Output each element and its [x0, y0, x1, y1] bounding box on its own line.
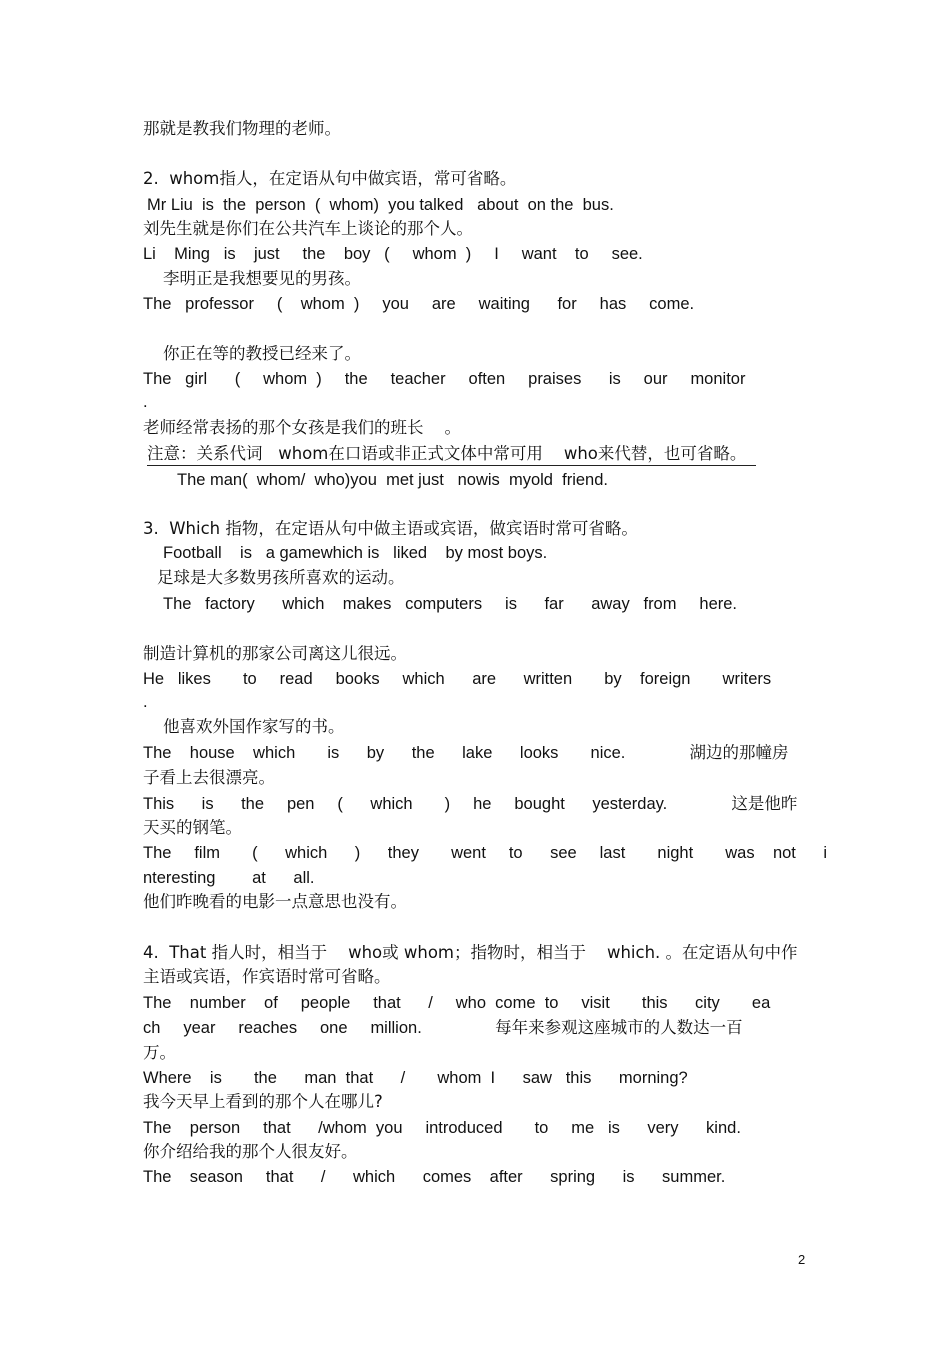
note-line: 注意：关系代词 whom在口语或非正式文体中常可用 who来代替，也可省略。	[147, 443, 756, 466]
text-line: .	[143, 393, 148, 411]
example-sentence: The season that / which comes after spring is summer.	[143, 1168, 726, 1186]
example-sentence: Football is a gamewhich is liked by most boys.	[163, 544, 548, 562]
example-sentence: The girl ( whom ) the teacher often praises is our monitor	[143, 370, 746, 388]
example-sentence: The film ( which ) they went to see last night was not i	[143, 844, 828, 862]
example-sentence: The professor ( whom ) you are waiting for has come.	[143, 295, 695, 313]
text-line: .	[143, 693, 148, 711]
example-sentence: Li Ming is just the boy ( whom ) I want to see.	[143, 245, 643, 263]
translation-line: 足球是大多数男孩所喜欢的运动。	[157, 568, 405, 587]
example-sentence: ch year reaches one million. 每年来参观这座城市的人数达一百	[143, 1019, 743, 1037]
section-heading: 4. That 指人时，相当于 who或 whom；指物时，相当于 which. 。在定语从句中作	[143, 943, 798, 962]
translation-line: 他喜欢外国作家写的书。	[163, 717, 345, 736]
section-heading: 3. Which 指物，在定语从句中做主语或宾语，做宾语时常可省略。	[143, 519, 638, 538]
example-sentence: The factory which makes computers is far away from here.	[163, 595, 738, 613]
text-line: 那就是教我们物理的老师。	[143, 119, 341, 138]
example-sentence: nteresting at all.	[143, 869, 315, 887]
example-sentence: The person that /whom you introduced to me is very kind.	[143, 1119, 741, 1137]
translation-line: 他们昨晚看的电影一点意思也没有。	[143, 892, 407, 911]
translation-line: 你正在等的教授已经来了。	[163, 344, 361, 363]
translation-line: 我今天早上看到的那个人在哪儿?	[143, 1092, 383, 1111]
page-number: 2	[798, 1252, 806, 1267]
translation-line: 制造计算机的那家公司离这儿很远。	[143, 644, 407, 663]
section-heading: 2. whom指人，在定语从句中做宾语，常可省略。	[143, 169, 517, 188]
example-sentence: Mr Liu is the person ( whom) you talked about on the bus.	[147, 196, 614, 214]
translation-line: 万。	[143, 1043, 176, 1062]
section-heading: 主语或宾语，作宾语时常可省略。	[143, 967, 391, 986]
example-sentence: He likes to read books which are written by foreign writers	[143, 670, 772, 688]
translation-line: 你介绍给我的那个人很友好。	[143, 1142, 358, 1161]
example-sentence: The house which is by the lake looks nice. 湖边的那幢房	[143, 744, 789, 762]
example-sentence: Where is the man that / whom I saw this morning?	[143, 1069, 688, 1087]
example-sentence: The number of people that / who come to visit this city ea	[143, 994, 771, 1012]
translation-line: 子看上去很漂亮。	[143, 768, 275, 787]
translation-line: 刘先生就是你们在公共汽车上谈论的那个人。	[143, 219, 473, 238]
translation-line: 天买的钢笔。	[143, 818, 242, 837]
translation-line: 老师经常表扬的那个女孩是我们的班长 。	[143, 418, 461, 437]
example-sentence: The man( whom/ who)you met just nowis myold friend.	[177, 471, 608, 489]
example-sentence: This is the pen ( which ) he bought yesterday. 这是他昨	[143, 795, 798, 813]
translation-line: 李明正是我想要见的男孩。	[163, 269, 361, 288]
